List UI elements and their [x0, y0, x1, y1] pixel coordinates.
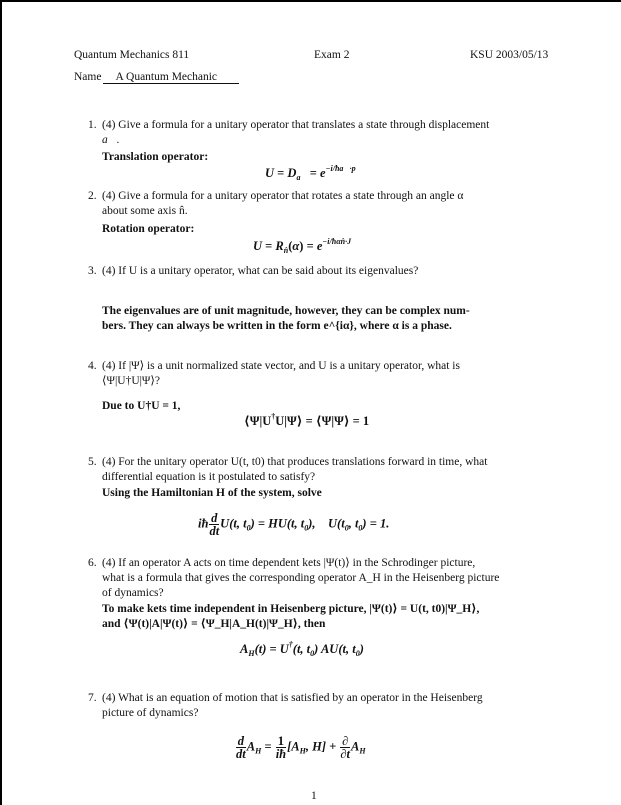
answer-line: bers. They can always be written in the form e^{iα}, where α is a phase.	[102, 320, 452, 332]
prompt-line: (4) What is an equation of motion that is satisfied by an operator in the Heisenberg	[102, 692, 483, 704]
prompt-line: a⃗.	[102, 134, 120, 146]
question-prompt	[102, 189, 528, 219]
answer-3	[102, 304, 528, 334]
exam-title: Exam 2	[314, 49, 350, 61]
question-number: 4.	[88, 360, 97, 372]
equation-2: $U = R_{n̂}(\alpha) = e^{-i/ħ\alpha n̂\cdot J⃗}$	[253, 237, 358, 255]
question-5	[88, 455, 528, 485]
question-number: 1.	[88, 119, 97, 131]
answer-6	[102, 602, 528, 632]
prompt-line: (4) For the unitary operator U(t, t0) that produces translations forward in time, what	[102, 456, 488, 468]
answer-line: and ⟨Ψ(t)|A|Ψ(t)⟩ = ⟨Ψ_H|A_H(t)|Ψ_H⟩, then	[102, 618, 326, 630]
question-number: 5.	[88, 456, 97, 468]
name-label: Name	[74, 71, 102, 83]
equation-6: $A_H(t) = U^\dagger(t$, $t_0$) AU(t, $t_0$)	[240, 640, 364, 658]
prompt-line: about some axis n̂.	[102, 205, 188, 217]
answer-label-2: Rotation operator:	[102, 223, 195, 235]
answer-label-5: Using the Hamiltonian H of the system, solve	[102, 487, 322, 499]
prompt-line: (4) If U is a unitary operator, what can be said about its eigenvalues?	[102, 265, 419, 277]
prompt-line: what is a formula that gives the corresponding operator A_H in the Heisenberg picture	[102, 572, 500, 584]
question-prompt	[102, 556, 528, 601]
question-prompt	[102, 455, 528, 485]
prompt-line: of dynamics?	[102, 587, 164, 599]
prompt-line: (4) If an operator A acts on time dependent kets |Ψ(t)⟩ in the Schrodinger picture,	[102, 557, 476, 569]
answer-label-1: Translation operator:	[102, 151, 209, 163]
question-prompt	[102, 264, 528, 279]
equation-1: $U = D_{a⃗} = e^{-i/ħa⃗\cdot p⃗}$	[265, 164, 362, 182]
question-prompt	[102, 359, 528, 389]
equation-7: $\frac{d}{dt}$ $A_H$ = $\frac{1}{iħ}$ [$A_H$, H] + $\frac{\partial}{\partial t}$ $A_H$	[236, 734, 366, 761]
prompt-line: differential equation is it postulated to satisfy?	[102, 471, 316, 483]
question-4	[88, 359, 528, 389]
page-number: 1	[311, 790, 317, 802]
course-title: Quantum Mechanics 811	[74, 49, 190, 61]
question-6	[88, 556, 528, 601]
equation-5: iħ $\frac{d}{dt}$ U(t, $t_0) = HU(t$, $t_0$), $U(t_0$, $t_0) = 1$.	[198, 511, 390, 538]
question-1	[88, 118, 528, 148]
question-prompt	[102, 691, 528, 721]
equation-4: ⟨Ψ|U†U|Ψ⟩ = ⟨Ψ|Ψ⟩ = 1	[244, 412, 370, 428]
question-number: 2.	[88, 190, 97, 202]
answer-line: To make kets time independent in Heisenberg picture, |Ψ(t)⟩ = U(t, t0)|Ψ_H⟩,	[102, 603, 480, 615]
name-line	[74, 71, 239, 84]
question-3	[88, 264, 528, 279]
question-prompt	[102, 118, 528, 148]
question-number: 3.	[88, 265, 97, 277]
prompt-line: ⟨Ψ|U†U|Ψ⟩?	[102, 375, 161, 387]
question-number: 6.	[88, 557, 97, 569]
question-2	[88, 189, 528, 219]
prompt-line: (4) Give a formula for a unitary operator that rotates a state through an angle α	[102, 190, 464, 202]
answer-line: The eigenvalues are of unit magnitude, however, they can be complex num-	[102, 305, 470, 317]
prompt-line: (4) Give a formula for a unitary operator that translates a state through displacement	[102, 119, 490, 131]
prompt-line: picture of dynamics?	[102, 707, 199, 719]
question-7	[88, 691, 528, 721]
name-value: A Quantum Mechanic	[103, 71, 239, 84]
question-number: 7.	[88, 692, 97, 704]
exam-date: KSU 2003/05/13	[470, 49, 549, 61]
prompt-line: (4) If |Ψ⟩ is a unit normalized state vector, and U is a unitary operator, what is	[102, 360, 460, 372]
answer-label-4: Due to U†U = 1,	[102, 400, 181, 412]
